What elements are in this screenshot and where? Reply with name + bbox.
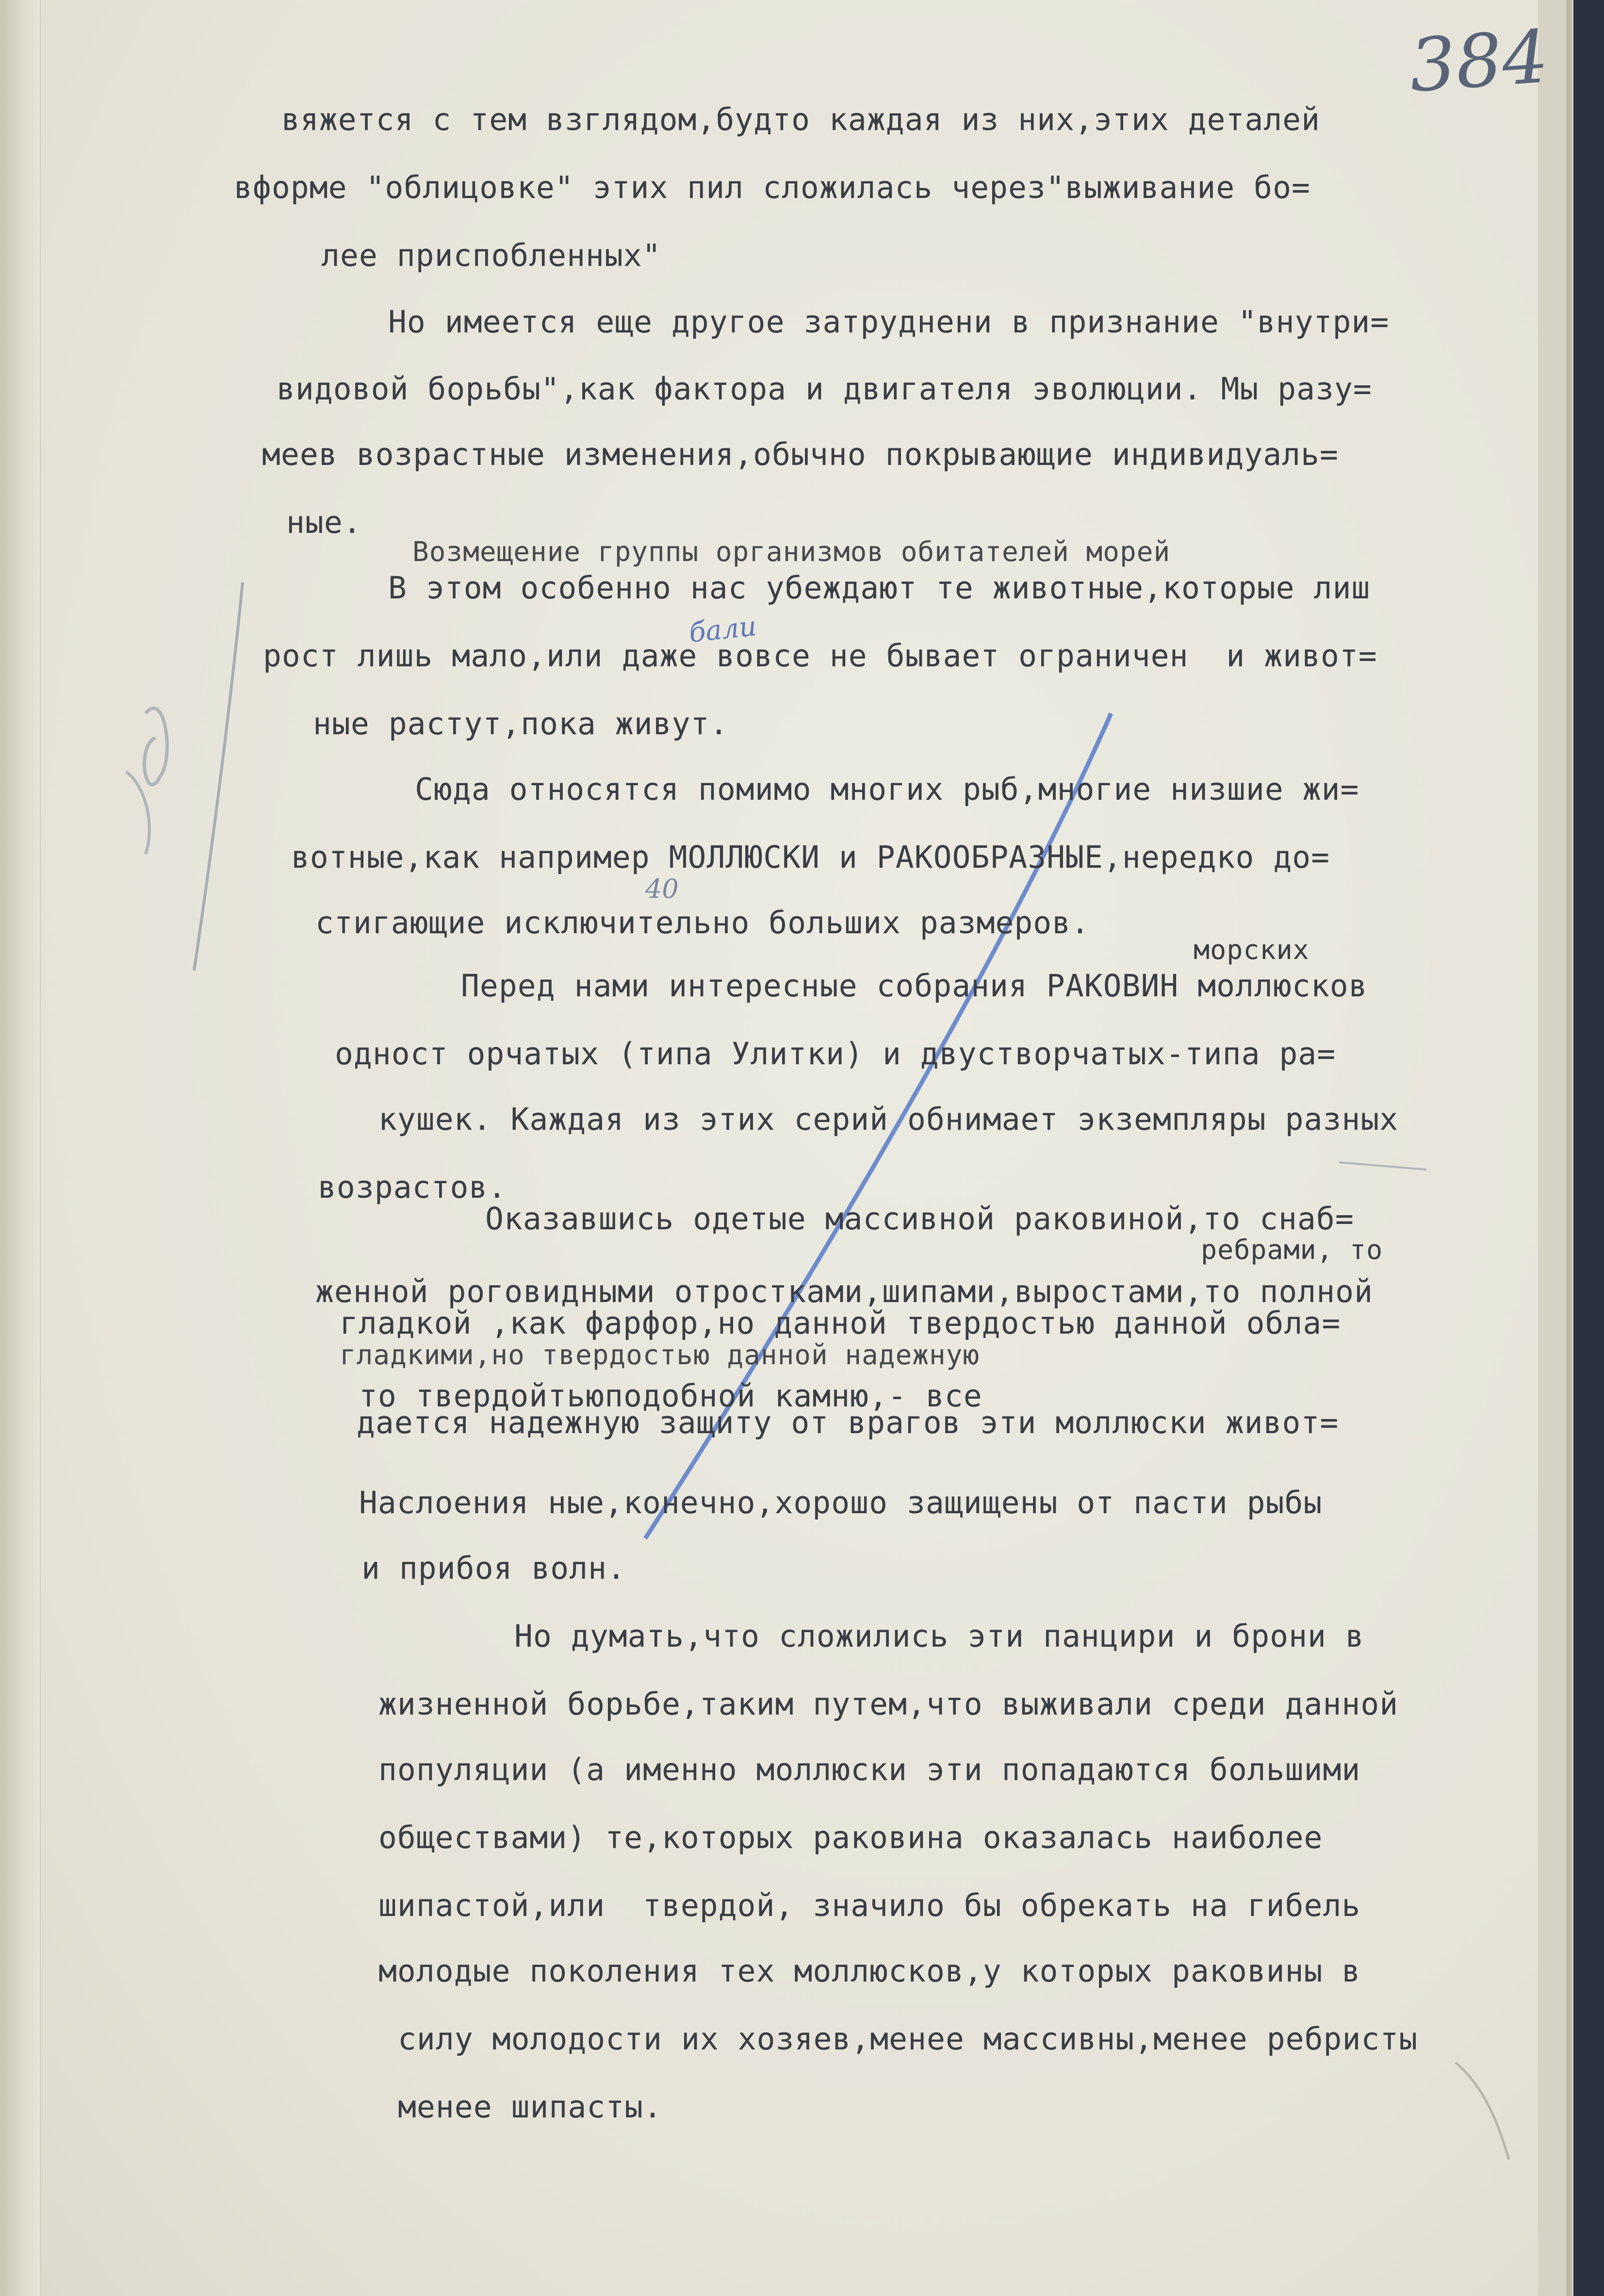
text-line-26: жизненной борьбе,таким путем,что выживали среди данной xyxy=(378,1686,1399,1722)
text-line-15: одност орчатых (типа Улитки) и двустворчатых-типа ра= xyxy=(335,1036,1336,1072)
text-line-12: вотные,как например МОЛЛЮСКИ и РАКООБРАЗНЫЕ,нередко до= xyxy=(291,840,1330,875)
text-line-20: гладкой ,как фарфор,но данной твердостью данной обла= xyxy=(340,1305,1341,1341)
text-line-18: Оказавшись одетые массивной раковиной,то снаб= xyxy=(485,1201,1354,1237)
text-line-25: Но думать,что сложились эти панцири и брони в xyxy=(514,1619,1364,1654)
text-line-14: Перед нами интересные собрания РАКОВИН моллюсков xyxy=(461,968,1368,1004)
right-margin-mark xyxy=(1456,2063,1509,2160)
text-line-27: популяции (а именно моллюски эти попадаются большими xyxy=(378,1752,1361,1787)
text-line-22: дается надежную защиту от врагов эти моллюски живот= xyxy=(357,1405,1339,1440)
text-line-17: возрастов. xyxy=(318,1170,507,1205)
text-line-30: молодые поколения тех моллюсков,у которых раковины в xyxy=(378,1953,1361,1989)
left-margin-scribble xyxy=(145,708,167,784)
text-line-29: шипастой,или твердой, значило бы обрекать на гибель xyxy=(378,1888,1361,1923)
text-line-6: меев возрастные изменения,обычно покрывающие индивидуаль= xyxy=(262,437,1339,472)
text-line-2: вформе "облицовке" этих пил сложилась через"выживание бо= xyxy=(234,170,1310,205)
text-line-5: видовой борьбы",как фактора и двигателя эволюции. Мы разу= xyxy=(277,371,1372,407)
text-line-8: В этом особенно нас убеждают те животные,которые лиш xyxy=(388,570,1371,606)
text-line-overtyped-heading: Возмещение группы организмов обитателей морей xyxy=(412,536,1171,568)
text-line-10: ные растут,пока живут. xyxy=(313,706,729,742)
text-line-1: вяжется с тем взглядом,будто каждая из них,этих деталей xyxy=(281,102,1321,137)
left-margin-squiggle xyxy=(126,772,149,854)
text-line-21: то твердойтьюподобной камню,- все xyxy=(359,1378,982,1414)
text-line-19: женной роговидными отростками,шипами,выростами,то полной xyxy=(315,1274,1374,1309)
text-line-23: Наслоения ные,конечно,хорошо защищены от пасти рыбы xyxy=(359,1485,1323,1520)
page-number: 384 xyxy=(1407,15,1552,109)
page-stack-edge xyxy=(1566,0,1572,2296)
left-margin-bracket xyxy=(194,582,243,971)
right-margin-tick xyxy=(1339,1162,1426,1170)
text-line-4: Но имеется еще другое затруднени в признание "внутри= xyxy=(388,304,1390,340)
text-line-28: обществами) те,которых раковина оказалась наиболее xyxy=(378,1820,1323,1855)
text-line-7: ные. xyxy=(286,505,362,540)
text-line-insert-morskikh: морских xyxy=(1194,934,1309,965)
text-line-31: силу молодости их хозяев,менее массивны,менее ребристы xyxy=(398,2021,1418,2057)
text-line-11: Сюда относятся помимо многих рыб,многие низшие жи= xyxy=(415,772,1359,807)
text-line-insert-rebrami: ребрами, то xyxy=(1201,1234,1383,1265)
text-line-16: кушек. Каждая из этих серий обнимает экземпляры разных xyxy=(378,1102,1399,1137)
text-line-32: менее шипасты. xyxy=(398,2089,663,2125)
text-line-24: и прибоя волн. xyxy=(361,1551,626,1586)
pencil-note-bali: бали xyxy=(687,610,758,649)
text-line-3: лее приспобленных" xyxy=(321,238,661,273)
text-line-9: рост лишь мало,или даже вовсе не бывает ограничен и живот= xyxy=(263,638,1377,674)
pencil-note-40: 40 xyxy=(645,874,679,904)
text-line-overtyped-1: гладкими,но твердостью данной надежную xyxy=(340,1339,980,1371)
text-line-13: стигающие исключительно больших размеров. xyxy=(315,905,1090,941)
